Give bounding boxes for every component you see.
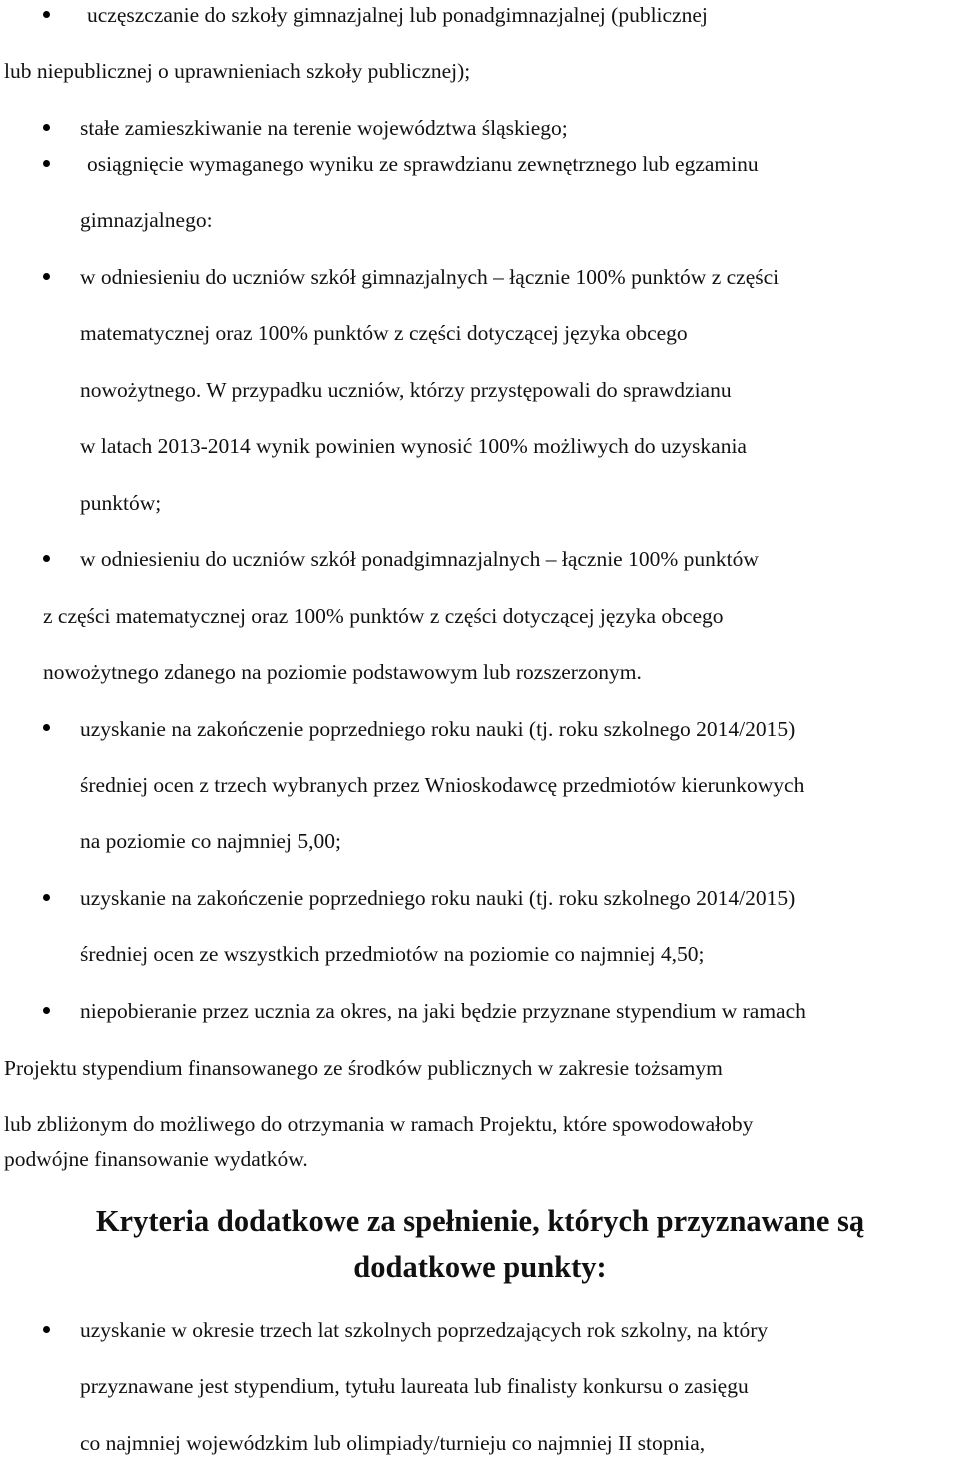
bullet-icon <box>43 894 50 901</box>
list-item-text: średniej ocen z trzech wybranych przez Wnioskodawcę przedmiotów kierunkowych <box>80 773 805 797</box>
list-item-text: uzyskanie w okresie trzech lat szkolnych poprzedzających rok szkolny, na który <box>80 1318 769 1342</box>
list-item-text: nowożytnego. W przypadku uczniów, którzy przystępowali do sprawdzianu <box>80 378 732 402</box>
list-item-text: niepobieranie przez ucznia za okres, na jaki będzie przyznane stypendium w ramach <box>80 999 806 1023</box>
list-item-text: w latach 2013-2014 wynik powinien wynosić 100% możliwych do uzyskania <box>80 434 747 458</box>
bullet-icon <box>43 273 50 280</box>
bullet-icon <box>43 124 50 131</box>
list-item-text: uzyskanie na zakończenie poprzedniego roku nauki (tj. roku szkolnego 2014/2015) <box>80 886 796 910</box>
list-item-text: stałe zamieszkiwanie na terenie województwa śląskiego; <box>80 116 568 140</box>
list-item-text: w odniesieniu do uczniów szkół gimnazjalnych – łącznie 100% punktów z części <box>80 265 780 289</box>
list-item-text: uzyskanie na zakończenie poprzedniego roku nauki (tj. roku szkolnego 2014/2015) <box>80 717 796 741</box>
bullet-icon <box>43 11 50 18</box>
list-item-text: lub zbliżonym do możliwego do otrzymania w ramach Projektu, które spowodowałoby <box>4 1112 754 1136</box>
bullet-icon <box>43 160 50 167</box>
list-item-text: przyznawane jest stypendium, tytułu laureata lub finalisty konkursu o zasięgu <box>80 1374 749 1398</box>
section-heading-line: Kryteria dodatkowe za spełnienie, których przyznawane są <box>95 1204 865 1238</box>
list-item-text: osiągnięcie wymaganego wyniku ze sprawdzianu zewnętrznego lub egzaminu <box>87 152 759 176</box>
section-heading-line: dodatkowe punkty: <box>353 1250 607 1284</box>
list-item-text: punktów; <box>80 491 162 515</box>
bullet-icon <box>43 555 50 562</box>
list-item-text: na poziomie co najmniej 5,00; <box>80 829 341 853</box>
list-item-text: nowożytnego zdanego na poziomie podstawowym lub rozszerzonym. <box>43 660 642 684</box>
list-item-text: średniej ocen ze wszystkich przedmiotów na poziomie co najmniej 4,50; <box>80 942 705 966</box>
list-item-text: co najmniej wojewódzkim lub olimpiady/turnieju co najmniej II stopnia, <box>80 1431 706 1455</box>
bullet-icon <box>43 1326 50 1333</box>
list-item-text: w odniesieniu do uczniów szkół ponadgimnazjalnych – łącznie 100% punktów <box>80 547 759 571</box>
list-item-text: podwójne finansowanie wydatków. <box>4 1147 308 1171</box>
list-item-text: gimnazjalnego: <box>80 208 213 232</box>
list-item-text: z części matematycznej oraz 100% punktów z części dotyczącej języka obcego <box>43 604 724 628</box>
list-item-text: uczęszczanie do szkoły gimnazjalnej lub ponadgimnazjalnej (publicznej <box>87 3 708 27</box>
bullet-icon <box>43 724 50 731</box>
bullet-icon <box>43 1007 50 1014</box>
list-item-text: Projektu stypendium finansowanego ze środków publicznych w zakresie tożsamym <box>4 1056 723 1080</box>
list-item-text: lub niepublicznej o uprawnieniach szkoły publicznej); <box>4 59 471 83</box>
list-item-text: matematycznej oraz 100% punktów z części dotyczącej języka obcego <box>80 321 688 345</box>
